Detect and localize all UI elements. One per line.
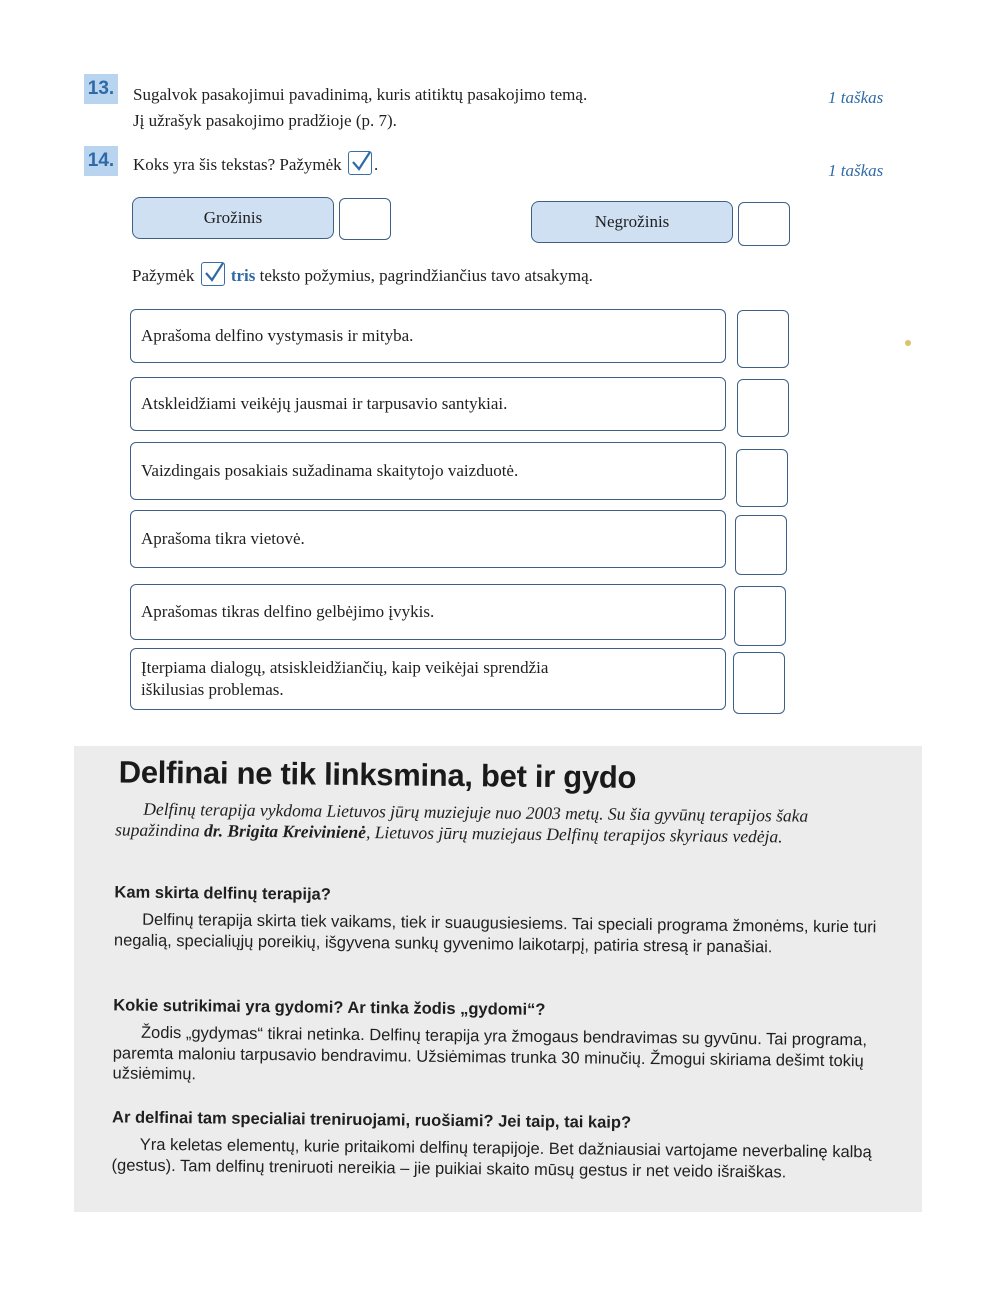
question-14-points: 1 taškas xyxy=(828,161,884,180)
statement-5-text: Aprašomas tikras delfino gelbėjimo įvykis. xyxy=(141,602,435,621)
statement-5-checkbox[interactable] xyxy=(734,586,786,646)
checkmark-icon xyxy=(348,151,372,175)
article-content xyxy=(74,746,922,1212)
question-14-text xyxy=(133,151,378,177)
question-14-prompt-end: . xyxy=(373,155,379,174)
section-3-body: Yra keletas elementų, kurie pritaikomi delfinų terapijoje. Bet dažniausiai vartojame neverbalinę kalbą (gestus). Tam delfinų treniruoti nereikia – jie puikiai skaito mūsų gestus ir net veido išraiškas. xyxy=(111,1135,872,1181)
question-14-number: 14. xyxy=(84,146,118,176)
option-negrozinis-label: Negrožinis xyxy=(531,201,733,243)
instruction-prefix: Pažymėk xyxy=(132,266,195,285)
instruction-emphasis: tris xyxy=(230,266,256,285)
bleed-through-decoration xyxy=(905,340,911,346)
option-negrozinis-checkbox[interactable] xyxy=(738,202,790,246)
section-1-body: Delfinų terapija skirta tiek vaikams, tiek ir suaugusiesiems. Tai speciali programa žmonėms, kurie turi negalią, specialiųjų poreikių, išgyvena sunkų gyvenimo laikotarpį, patiria stresą ir panašiai. xyxy=(113,910,877,956)
statement-3-text: Vaizdingais posakiais sužadinama skaitytojo vaizduotė. xyxy=(141,461,519,480)
question-13-number: 13. xyxy=(84,74,118,104)
statement-3 xyxy=(130,442,726,500)
option-grozinis-label: Grožinis xyxy=(132,197,334,239)
statement-6-checkbox[interactable] xyxy=(733,652,785,714)
article-intro-part-1: Delfinų terapija vykdoma Lietuvos jūrų muziejuje nuo 2003 metų. Su šia gyvūnų terapijos šaka supažindina xyxy=(115,798,809,841)
statement-1 xyxy=(130,309,726,363)
article-title: Delfinai ne tik linksmina, bet ir gydo xyxy=(118,754,637,795)
instruction-suffix: teksto požymius, pagrindžiančius tavo atsakymą. xyxy=(259,266,593,285)
section-2-body: Žodis „gydymas“ tikrai netinka. Delfinų terapija yra žmogaus bendravimas su gyvūnu. Tai programa, paremta maloniu tarpusavio bendravimu. Užsiėmimas trunka 30 minučių. Žmogui skiriama dešimt tokių užsiėmimų. xyxy=(112,1023,868,1084)
question-13-line-1: Sugalvok pasakojimui pavadinimą, kuris atitiktų pasakojimo temą. xyxy=(133,85,588,104)
statement-2-checkbox[interactable] xyxy=(737,379,789,437)
article-scan xyxy=(74,746,922,1212)
statement-4-text: Aprašoma tikra vietovė. xyxy=(141,529,305,548)
statement-1-checkbox[interactable] xyxy=(737,310,789,368)
article-intro-author: dr. Brigita Kreivinienė xyxy=(204,820,367,843)
statement-6-text: Įterpiama dialogų, atsiskleidžiančių, kaip veikėjai sprendžia iškilusias problemas. xyxy=(141,658,549,699)
statement-4 xyxy=(130,510,726,568)
section-3-heading: Ar delfinai tam specialiai treniruojami, ruošiami? Jei taip, tai kaip? xyxy=(112,1108,632,1132)
statement-4-checkbox[interactable] xyxy=(735,515,787,575)
article-intro xyxy=(115,798,895,848)
instruction-text xyxy=(132,262,593,288)
question-14-prompt: Koks yra šis tekstas? Pažymėk xyxy=(133,155,342,174)
question-13-points: 1 taškas xyxy=(828,88,884,107)
option-grozinis-checkbox[interactable] xyxy=(339,198,391,240)
section-1-heading: Kam skirta delfinų terapija? xyxy=(114,883,331,904)
statement-3-checkbox[interactable] xyxy=(736,449,788,507)
statement-1-text: Aprašoma delfino vystymasis ir mityba. xyxy=(141,326,414,345)
section-2-heading: Kokie sutrikimai yra gydomi? Ar tinka žodis „gydomi“? xyxy=(113,996,546,1019)
statement-2-text: Atskleidžiami veikėjų jausmai ir tarpusavio santykiai. xyxy=(141,394,508,413)
statement-6 xyxy=(130,648,726,710)
question-13-line-2: Jį užrašyk pasakojimo pradžioje (p. 7). xyxy=(133,111,397,130)
checkmark-icon xyxy=(201,262,225,286)
statement-2 xyxy=(130,377,726,431)
article-intro-part-2: , Lietuvos jūrų muziejaus Delfinų terapijos skyriaus vedėja. xyxy=(365,822,783,847)
statement-5 xyxy=(130,584,726,640)
question-13-text xyxy=(133,83,587,133)
